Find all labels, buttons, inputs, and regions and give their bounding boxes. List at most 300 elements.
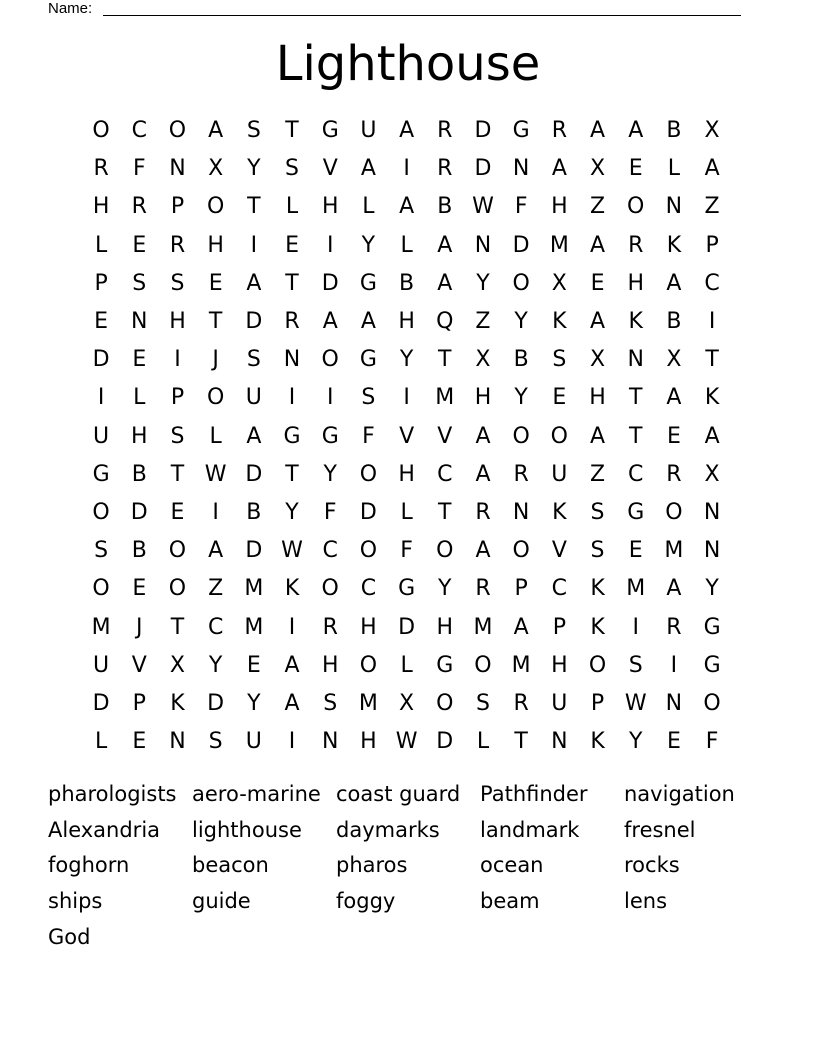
grid-letter[interactable]: O bbox=[168, 576, 187, 602]
grid-letter[interactable]: V bbox=[437, 423, 453, 449]
grid-letter[interactable]: K bbox=[552, 309, 567, 335]
grid-letter[interactable]: Y bbox=[438, 576, 452, 602]
grid-letter[interactable]: R bbox=[322, 614, 338, 640]
grid-letter[interactable]: W bbox=[204, 461, 227, 487]
grid-letter[interactable]: E bbox=[94, 309, 109, 335]
grid-letter[interactable]: N bbox=[665, 690, 683, 716]
grid-letter[interactable]: E bbox=[132, 576, 147, 602]
grid-letter[interactable]: S bbox=[208, 729, 223, 755]
grid-letter[interactable]: Y bbox=[285, 499, 299, 525]
grid-letter[interactable]: R bbox=[131, 194, 147, 220]
grid-letter[interactable]: H bbox=[474, 385, 492, 411]
grid-letter[interactable]: E bbox=[170, 499, 185, 525]
grid-letter[interactable]: L bbox=[133, 385, 146, 411]
grid-letter[interactable]: I bbox=[326, 385, 334, 411]
grid-letter[interactable]: A bbox=[322, 309, 338, 335]
grid-letter[interactable]: I bbox=[97, 385, 105, 411]
grid-letter[interactable]: H bbox=[436, 614, 454, 640]
grid-letter[interactable]: A bbox=[551, 156, 567, 182]
grid-letter[interactable]: S bbox=[590, 499, 605, 525]
grid-letter[interactable]: B bbox=[437, 194, 453, 220]
grid-letter[interactable]: T bbox=[208, 309, 223, 335]
word-bank-item: foggy bbox=[336, 889, 396, 914]
grid-letter[interactable]: G bbox=[321, 423, 339, 449]
grid-letter[interactable]: F bbox=[514, 194, 528, 220]
grid-letter[interactable]: T bbox=[438, 347, 452, 373]
grid-letter[interactable]: B bbox=[246, 499, 262, 525]
grid-letter[interactable]: X bbox=[475, 347, 491, 373]
grid-letter[interactable]: D bbox=[92, 347, 110, 373]
grid-letter[interactable]: H bbox=[207, 232, 224, 258]
grid-letter[interactable]: T bbox=[705, 347, 719, 373]
grid-letter[interactable]: A bbox=[590, 118, 606, 144]
grid-letter[interactable]: I bbox=[288, 385, 296, 411]
grid-letter[interactable]: R bbox=[169, 232, 186, 258]
grid-letter[interactable]: S bbox=[628, 652, 643, 678]
grid-letter[interactable]: U bbox=[551, 690, 568, 716]
grid-letter[interactable]: T bbox=[285, 461, 299, 487]
grid-letter[interactable]: P bbox=[132, 690, 146, 716]
grid-letter[interactable]: O bbox=[436, 690, 454, 716]
grid-letter[interactable]: H bbox=[169, 309, 186, 335]
grid-letter[interactable]: T bbox=[628, 423, 643, 449]
grid-letter[interactable]: K bbox=[590, 576, 605, 602]
grid-letter[interactable]: G bbox=[627, 499, 645, 525]
word-bank-item: rocks bbox=[624, 853, 680, 878]
grid-letter[interactable]: N bbox=[703, 499, 721, 525]
grid-letter[interactable]: A bbox=[590, 309, 606, 335]
grid-letter[interactable]: S bbox=[590, 538, 605, 564]
grid-letter[interactable]: X bbox=[704, 461, 720, 487]
grid-letter[interactable]: B bbox=[513, 347, 529, 373]
grid-letter[interactable]: O bbox=[665, 499, 683, 525]
grid-letter[interactable]: E bbox=[132, 347, 147, 373]
grid-letter[interactable]: N bbox=[283, 347, 301, 373]
grid-letter[interactable]: D bbox=[474, 156, 492, 182]
grid-letter[interactable]: C bbox=[704, 270, 720, 296]
grid-letter[interactable]: R bbox=[475, 576, 491, 602]
grid-letter[interactable]: F bbox=[705, 729, 719, 755]
grid-letter[interactable]: T bbox=[285, 118, 299, 144]
grid-letter[interactable]: E bbox=[132, 729, 147, 755]
grid-letter[interactable]: Y bbox=[705, 576, 719, 602]
grid-letter[interactable]: H bbox=[321, 194, 339, 220]
grid-letter[interactable]: M bbox=[549, 232, 569, 258]
grid-letter[interactable]: S bbox=[132, 270, 147, 296]
grid-letter[interactable]: H bbox=[398, 461, 415, 487]
grid-letter[interactable]: D bbox=[436, 729, 454, 755]
grid-letter[interactable]: F bbox=[323, 499, 337, 525]
word-bank-item: pharologists bbox=[48, 782, 177, 806]
grid-letter[interactable]: E bbox=[666, 423, 681, 449]
grid-letter[interactable]: S bbox=[246, 118, 261, 144]
grid-letter[interactable]: Y bbox=[323, 461, 337, 487]
grid-letter[interactable]: U bbox=[551, 461, 568, 487]
grid-letter[interactable]: V bbox=[399, 423, 415, 449]
grid-letter[interactable]: U bbox=[245, 729, 262, 755]
grid-letter[interactable]: H bbox=[589, 385, 606, 411]
grid-letter[interactable]: G bbox=[359, 270, 377, 296]
grid-letter[interactable]: C bbox=[628, 461, 644, 487]
grid-letter[interactable]: A bbox=[360, 156, 376, 182]
grid-letter[interactable]: U bbox=[93, 423, 110, 449]
grid-letter[interactable]: A bbox=[284, 690, 300, 716]
grid-letter[interactable]: S bbox=[361, 385, 376, 411]
grid-letter[interactable]: A bbox=[399, 194, 415, 220]
grid-letter[interactable]: D bbox=[398, 614, 416, 640]
grid-letter[interactable]: K bbox=[284, 576, 300, 602]
grid-letter[interactable]: K bbox=[590, 614, 605, 640]
grid-letter[interactable]: M bbox=[358, 690, 378, 716]
grid-letter[interactable]: H bbox=[92, 194, 110, 220]
grid-letter[interactable]: H bbox=[551, 652, 568, 678]
grid-letter[interactable]: E bbox=[552, 385, 567, 411]
grid-letter[interactable]: C bbox=[551, 576, 568, 602]
grid-letter[interactable]: I bbox=[326, 232, 334, 258]
grid-letter[interactable]: O bbox=[92, 499, 110, 525]
grid-letter[interactable]: S bbox=[475, 690, 490, 716]
grid-letter[interactable]: W bbox=[395, 729, 418, 755]
grid-letter[interactable]: V bbox=[551, 538, 567, 564]
grid-letter[interactable]: R bbox=[666, 614, 682, 640]
grid-letter[interactable]: D bbox=[245, 461, 263, 487]
grid-letter[interactable]: Y bbox=[514, 385, 528, 411]
grid-letter[interactable]: A bbox=[246, 423, 262, 449]
grid-letter[interactable]: L bbox=[476, 729, 490, 755]
grid-letter[interactable]: H bbox=[551, 194, 568, 220]
grid-letter[interactable]: G bbox=[703, 614, 721, 640]
grid-letter[interactable]: D bbox=[92, 690, 110, 716]
grid-letter[interactable]: J bbox=[136, 614, 143, 640]
grid-letter[interactable]: K bbox=[170, 690, 185, 716]
grid-letter[interactable]: Y bbox=[399, 347, 414, 373]
grid-letter[interactable]: N bbox=[512, 156, 530, 182]
grid-letter[interactable]: T bbox=[170, 614, 185, 640]
grid-letter[interactable]: I bbox=[403, 156, 410, 182]
grid-letter[interactable]: O bbox=[168, 538, 187, 564]
grid-letter[interactable]: S bbox=[170, 423, 185, 449]
grid-letter[interactable]: Z bbox=[475, 309, 491, 335]
grid-letter[interactable]: G bbox=[398, 576, 416, 602]
grid-letter[interactable]: O bbox=[474, 652, 492, 678]
grid-letter[interactable]: Y bbox=[247, 156, 261, 182]
grid-letter[interactable]: O bbox=[206, 385, 225, 411]
grid-letter[interactable]: E bbox=[628, 156, 643, 182]
word-bank-item: ships bbox=[48, 889, 103, 914]
grid-letter[interactable]: N bbox=[474, 232, 492, 258]
grid-letter[interactable]: J bbox=[212, 347, 219, 373]
word-bank-item: navigation bbox=[624, 782, 735, 806]
grid-letter[interactable]: M bbox=[664, 538, 684, 564]
grid-letter[interactable]: D bbox=[207, 690, 225, 716]
grid-letter[interactable]: O bbox=[550, 423, 568, 449]
grid-letter[interactable]: L bbox=[285, 194, 299, 220]
grid-letter[interactable]: A bbox=[666, 270, 682, 296]
grid-letter[interactable]: D bbox=[359, 499, 377, 525]
grid-letter[interactable]: R bbox=[437, 118, 453, 144]
grid-letter[interactable]: I bbox=[670, 652, 678, 678]
grid-letter[interactable]: A bbox=[437, 232, 453, 258]
grid-letter[interactable]: M bbox=[91, 614, 111, 640]
grid-letter[interactable]: E bbox=[590, 270, 605, 296]
grid-letter[interactable]: X bbox=[399, 690, 415, 716]
grid-letter[interactable]: T bbox=[514, 729, 528, 755]
grid-letter[interactable]: B bbox=[399, 270, 415, 296]
grid-letter[interactable]: X bbox=[704, 118, 720, 144]
grid-letter[interactable]: O bbox=[321, 576, 339, 602]
grid-letter[interactable]: A bbox=[590, 232, 606, 258]
grid-letter[interactable]: A bbox=[208, 538, 224, 564]
grid-letter[interactable]: L bbox=[94, 729, 108, 755]
grid-letter[interactable]: H bbox=[131, 423, 148, 449]
grid-letter[interactable]: R bbox=[513, 461, 529, 487]
grid-letter[interactable]: D bbox=[130, 499, 148, 525]
grid-letter[interactable]: A bbox=[475, 461, 491, 487]
grid-letter[interactable]: O bbox=[206, 194, 225, 220]
grid-letter[interactable]: Y bbox=[476, 270, 490, 296]
grid-letter[interactable]: T bbox=[247, 194, 261, 220]
grid-letter[interactable]: G bbox=[283, 423, 301, 449]
grid-letter[interactable]: A bbox=[399, 118, 415, 144]
grid-letter[interactable]: F bbox=[362, 423, 375, 449]
grid-letter[interactable]: R bbox=[551, 118, 567, 144]
grid-letter[interactable]: F bbox=[400, 538, 413, 564]
grid-letter[interactable]: M bbox=[626, 576, 646, 602]
grid-letter[interactable]: D bbox=[321, 270, 339, 296]
grid-letter[interactable]: P bbox=[170, 194, 185, 220]
grid-letter[interactable]: A bbox=[513, 614, 529, 640]
grid-letter[interactable]: R bbox=[93, 156, 109, 182]
grid-letter[interactable]: S bbox=[246, 347, 261, 373]
grid-letter[interactable]: Y bbox=[208, 652, 223, 678]
grid-letter[interactable]: I bbox=[212, 499, 219, 525]
grid-letter[interactable]: B bbox=[131, 461, 147, 487]
name-field[interactable] bbox=[48, 0, 748, 18]
grid-letter[interactable]: C bbox=[207, 614, 224, 640]
grid-letter[interactable]: A bbox=[704, 156, 720, 182]
grid-letter[interactable]: K bbox=[590, 729, 605, 755]
grid-letter[interactable]: W bbox=[281, 538, 303, 564]
grid-letter[interactable]: P bbox=[590, 690, 605, 716]
grid-letter[interactable]: S bbox=[323, 690, 338, 716]
grid-letter[interactable]: N bbox=[665, 194, 683, 220]
grid-letter[interactable]: Y bbox=[247, 690, 261, 716]
grid-letter[interactable]: M bbox=[435, 385, 455, 411]
grid-letter[interactable]: E bbox=[666, 729, 681, 755]
grid-letter[interactable]: U bbox=[245, 385, 262, 411]
grid-letter[interactable]: X bbox=[589, 347, 606, 373]
grid-letter[interactable]: I bbox=[288, 729, 296, 755]
grid-letter[interactable]: P bbox=[514, 576, 528, 602]
grid-letter[interactable]: A bbox=[475, 423, 491, 449]
grid-letter[interactable]: V bbox=[131, 652, 147, 678]
grid-letter[interactable]: K bbox=[704, 385, 720, 411]
grid-letter[interactable]: V bbox=[322, 156, 338, 182]
grid-letter[interactable]: Z bbox=[704, 194, 720, 220]
grid-letter[interactable]: R bbox=[513, 690, 529, 716]
grid-letter[interactable]: G bbox=[512, 118, 530, 144]
grid-letter[interactable]: O bbox=[436, 538, 454, 564]
grid-letter[interactable]: G bbox=[359, 347, 377, 373]
grid-letter[interactable]: R bbox=[628, 232, 644, 258]
grid-letter[interactable]: M bbox=[473, 614, 493, 640]
grid-letter[interactable]: T bbox=[438, 499, 452, 525]
grid-letter[interactable]: C bbox=[322, 538, 338, 564]
grid-letter[interactable]: Y bbox=[361, 232, 376, 258]
grid-letter[interactable]: A bbox=[284, 652, 300, 678]
grid-letter[interactable]: L bbox=[667, 156, 681, 182]
grid-letter[interactable]: H bbox=[321, 652, 339, 678]
grid-letter[interactable]: G bbox=[703, 652, 721, 678]
grid-letter[interactable]: I bbox=[250, 232, 258, 258]
grid-letter[interactable]: A bbox=[590, 423, 606, 449]
grid-letter[interactable]: L bbox=[362, 194, 375, 220]
grid-letter[interactable]: W bbox=[472, 194, 494, 220]
grid-letter[interactable]: U bbox=[360, 118, 377, 144]
grid-letter[interactable]: N bbox=[627, 347, 644, 373]
grid-letter[interactable]: B bbox=[666, 309, 682, 335]
grid-letter[interactable]: R bbox=[284, 309, 300, 335]
grid-letter[interactable]: E bbox=[246, 652, 261, 678]
grid-letter[interactable]: X bbox=[208, 156, 224, 182]
grid-letter[interactable]: T bbox=[170, 461, 185, 487]
grid-letter[interactable]: N bbox=[551, 729, 568, 755]
grid-letter[interactable]: Z bbox=[589, 461, 606, 487]
grid-letter[interactable]: C bbox=[360, 576, 377, 602]
word-bank-item: pharos bbox=[336, 853, 408, 878]
grid-letter[interactable]: G bbox=[436, 652, 454, 678]
grid-letter[interactable]: T bbox=[285, 270, 299, 296]
grid-letter[interactable]: E bbox=[132, 232, 147, 258]
word-search-grid[interactable] bbox=[82, 112, 731, 761]
grid-letter[interactable]: K bbox=[552, 499, 567, 525]
grid-letter[interactable]: I bbox=[632, 614, 639, 640]
grid-letter[interactable]: A bbox=[475, 538, 491, 564]
word-bank-item: Alexandria bbox=[48, 817, 161, 842]
grid-letter[interactable]: O bbox=[703, 690, 721, 716]
grid-letter[interactable]: I bbox=[174, 347, 181, 373]
grid-letter[interactable]: L bbox=[209, 423, 222, 449]
grid-letter[interactable]: M bbox=[244, 614, 264, 640]
grid-letter[interactable]: H bbox=[398, 309, 415, 335]
grid-letter[interactable]: I bbox=[288, 614, 296, 640]
grid-letter[interactable]: O bbox=[359, 538, 378, 564]
grid-letter[interactable]: K bbox=[666, 232, 682, 258]
grid-letter[interactable]: N bbox=[131, 309, 148, 335]
grid-letter[interactable]: P bbox=[552, 614, 566, 640]
grid-letter[interactable]: A bbox=[666, 576, 682, 602]
grid-letter[interactable]: Q bbox=[436, 309, 454, 335]
grid-letter[interactable]: X bbox=[551, 270, 567, 296]
grid-letter[interactable]: G bbox=[92, 461, 110, 487]
word-bank bbox=[48, 777, 768, 955]
grid-letter[interactable]: A bbox=[360, 309, 376, 335]
grid-letter[interactable]: H bbox=[627, 270, 644, 296]
grid-letter[interactable]: E bbox=[628, 538, 643, 564]
grid-letter[interactable]: S bbox=[285, 156, 300, 182]
grid-letter[interactable]: O bbox=[359, 461, 378, 487]
grid-letter[interactable]: E bbox=[285, 232, 299, 258]
grid-letter[interactable]: D bbox=[512, 232, 530, 258]
grid-letter[interactable]: Y bbox=[628, 729, 643, 755]
grid-letter[interactable]: A bbox=[628, 118, 644, 144]
grid-letter[interactable]: L bbox=[400, 499, 413, 525]
grid-letter[interactable]: O bbox=[168, 118, 187, 144]
grid-letter[interactable]: S bbox=[94, 538, 109, 564]
grid-letter[interactable]: H bbox=[360, 614, 377, 640]
grid-letter[interactable]: P bbox=[705, 232, 719, 258]
grid-letter[interactable]: Y bbox=[514, 309, 528, 335]
grid-letter[interactable]: E bbox=[208, 270, 223, 296]
grid-letter[interactable]: N bbox=[169, 156, 186, 182]
grid-letter[interactable]: A bbox=[704, 423, 720, 449]
grid-letter[interactable]: C bbox=[437, 461, 453, 487]
grid-letter[interactable]: A bbox=[246, 270, 262, 296]
grid-letter[interactable]: M bbox=[244, 576, 264, 602]
grid-letter[interactable]: O bbox=[512, 538, 530, 564]
grid-letter[interactable]: B bbox=[131, 538, 147, 564]
grid-letter[interactable]: A bbox=[208, 118, 224, 144]
grid-letter[interactable]: R bbox=[666, 461, 682, 487]
grid-letter[interactable]: Z bbox=[589, 194, 606, 220]
grid-letter[interactable]: R bbox=[475, 499, 491, 525]
grid-letter[interactable]: O bbox=[92, 118, 110, 144]
grid-letter[interactable]: L bbox=[94, 232, 108, 258]
grid-letter[interactable]: M bbox=[511, 652, 531, 678]
grid-letter[interactable]: I bbox=[403, 385, 410, 411]
grid-letter[interactable]: R bbox=[437, 156, 453, 182]
grid-letter[interactable]: F bbox=[132, 156, 146, 182]
grid-letter[interactable]: W bbox=[624, 690, 647, 716]
grid-letter[interactable]: H bbox=[360, 729, 377, 755]
grid-letter[interactable]: O bbox=[359, 652, 378, 678]
grid-letter[interactable]: O bbox=[627, 194, 645, 220]
grid-letter[interactable]: A bbox=[437, 270, 453, 296]
grid-letter[interactable]: D bbox=[245, 309, 263, 335]
grid-letter[interactable]: N bbox=[512, 499, 530, 525]
grid-letter[interactable]: N bbox=[169, 729, 186, 755]
grid-letter[interactable]: O bbox=[92, 576, 110, 602]
grid-letter[interactable]: A bbox=[666, 385, 682, 411]
grid-letter[interactable]: O bbox=[512, 270, 530, 296]
grid-letter[interactable]: D bbox=[474, 118, 492, 144]
grid-letter[interactable]: L bbox=[400, 232, 413, 258]
grid-letter[interactable]: N bbox=[321, 729, 339, 755]
grid-letter[interactable]: U bbox=[93, 652, 110, 678]
grid-letter[interactable]: S bbox=[552, 347, 567, 373]
grid-letter[interactable]: Z bbox=[208, 576, 224, 602]
grid-letter[interactable]: T bbox=[628, 385, 643, 411]
grid-letter[interactable]: L bbox=[400, 652, 413, 678]
grid-letter[interactable]: P bbox=[94, 270, 108, 296]
grid-letter[interactable]: G bbox=[321, 118, 339, 144]
grid-letter[interactable]: D bbox=[245, 538, 263, 564]
grid-letter[interactable]: X bbox=[589, 156, 606, 182]
grid-letter[interactable]: C bbox=[131, 118, 147, 144]
grid-letter[interactable]: N bbox=[703, 538, 721, 564]
grid-letter[interactable]: S bbox=[170, 270, 185, 296]
grid-letter[interactable]: B bbox=[666, 118, 682, 144]
grid-letter[interactable]: O bbox=[588, 652, 607, 678]
grid-letter[interactable]: K bbox=[628, 309, 643, 335]
grid-letter[interactable]: O bbox=[512, 423, 530, 449]
grid-letter[interactable]: X bbox=[666, 347, 682, 373]
grid-letter[interactable]: P bbox=[170, 385, 185, 411]
grid-letter[interactable]: I bbox=[708, 309, 716, 335]
grid-letter[interactable]: X bbox=[169, 652, 185, 678]
grid-letter[interactable]: O bbox=[321, 347, 339, 373]
word-bank-item: landmark bbox=[480, 817, 580, 842]
